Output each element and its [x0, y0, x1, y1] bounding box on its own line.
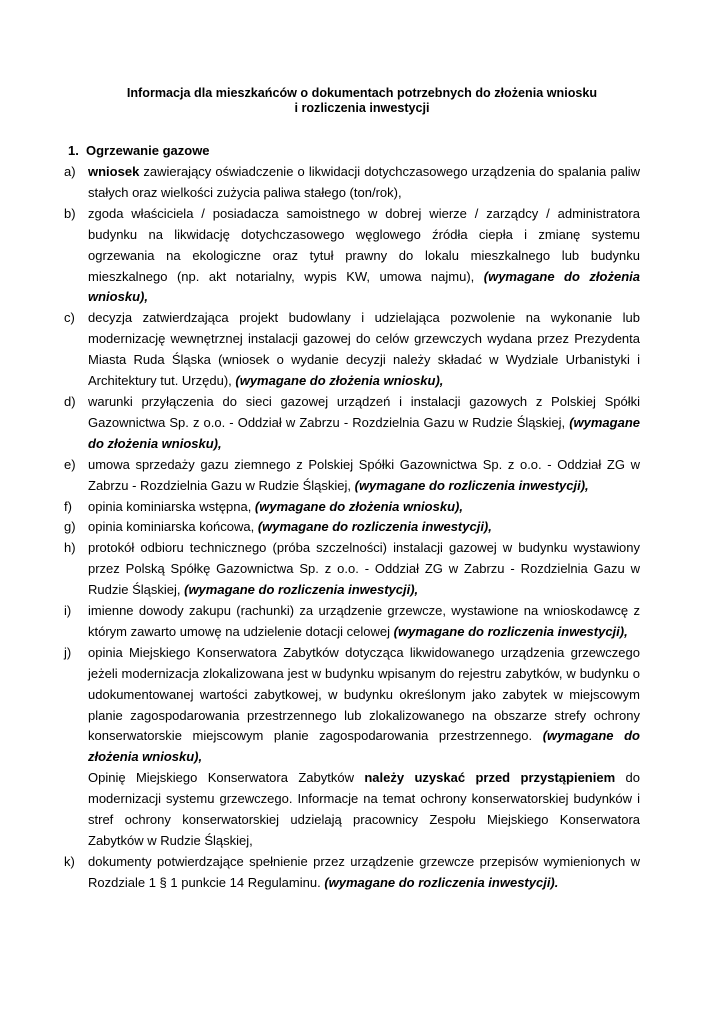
item-label: f): [64, 498, 72, 514]
note-text-after: do modernizacji systemu grzewczego. Informacje na temat ochrony konserwatorskiej budynków i stref ochrony konserwatorskiej udzielają pracownicy Zespołu Miejskiego Konserwatora Zabytków w Rudzie Śląskiej,: [88, 770, 640, 848]
item-text: warunki przyłączenia do sieci gazowej urządzeń i instalacji gazowych z Polskiej Spółki Gazownictwa Sp. z o.o. - Oddział w Zabrzu - Rozdzielnia Gazu w Rudzie Śląskiej,: [88, 393, 640, 430]
item-label: k): [64, 853, 75, 869]
item-requirement: (wymagane do złożenia wniosku),: [88, 268, 640, 305]
item-text: opinia kominiarska wstępna,: [88, 498, 255, 514]
item-label: b): [64, 205, 76, 221]
item-requirement: (wymagane do rozliczenia inwestycji),: [393, 623, 628, 639]
item-requirement: (wymagane do rozliczenia inwestycji),: [257, 519, 492, 535]
item-text: imienne dowody zakupu (rachunki) za urządzenie grzewcze, wystawione na wnioskodawcę z którym zawarto umowę na udzielenie dotacji celowej: [88, 603, 640, 639]
section-heading: [68, 143, 210, 159]
item-requirement: (wymagane do złożenia wniosku),: [88, 414, 640, 451]
item-text: opinia Miejskiego Konserwatora Zabytków dotycząca likwidowanego urządzenia grzewczego jeżeli modernizacja zlokalizowana jest w budynku wpisanym do rejestru zabytków, w budynku o udokumentowanej wartości zabytkowej, w budynku określonym jako zabytek w miejscowym planie zagospodarowania przestrzennego lub zlokalizowanego na obszarze strefy ochrony konserwatorskie miejscowym planie zagospodarowania przestrzennego.: [88, 644, 640, 744]
item-label: g): [64, 519, 76, 535]
list-item-h: [64, 538, 640, 601]
item-text: dokumenty potwierdzające spełnienie przez urządzenie grzewcze przepisów wymienionych w Rozdziale 1 § 1 punkcie 14 Regulaminu.: [88, 853, 640, 890]
requirements-list: [64, 162, 640, 894]
note-text-bold: należy uzyskać przed przystąpieniem: [364, 770, 616, 786]
item-requirement: (wymagane do złożenia wniosku),: [88, 728, 640, 765]
list-item-f: [64, 497, 640, 518]
item-text: protokół odbioru technicznego (próba szczelności) instalacji gazowej w budynku wystawiony przez Polską Spółkę Gazownictwa Sp. z o.o. - Oddział ZG w Zabrzu - Rozdzielnia Gazu w Rudzie Śląskiej,: [88, 540, 640, 598]
item-requirement: (wymagane do złożenia wniosku),: [235, 373, 444, 389]
title-line-2: i rozliczenia inwestycji: [294, 100, 430, 115]
list-item-e: [64, 455, 640, 497]
item-text: zgoda właściciela / posiadacza samoistnego w dobrej wierze / zarządcy / administratora budynku na likwidację dotychczasowego węglowego źródła ciepła i zmianę systemu ogrzewania na ekologiczne oraz tytuł prawny do lokalu mieszkalnego lub budynku mieszkalnego (np. akt notarialny, wypis KW, umowa najmu),: [88, 205, 640, 284]
item-requirement: (wymagane do rozliczenia inwestycji),: [354, 477, 589, 493]
item-label: j): [64, 644, 72, 660]
item-label: a): [64, 164, 76, 179]
title-line-1: Informacja dla mieszkańców o dokumentach potrzebnych do złożenia wniosku: [126, 86, 598, 100]
list-item-a: [64, 162, 640, 204]
item-requirement: (wymagane do złożenia wniosku),: [254, 498, 463, 514]
item-label: e): [64, 456, 76, 472]
item-text: zawierający oświadczenie o likwidacji dotychczasowego urządzenia do spalania paliw stałych oraz wielkości zużycia paliwa stałego (ton/rok),: [88, 164, 640, 200]
item-label: h): [64, 540, 76, 556]
list-item-c: [64, 308, 640, 392]
item-text: umowa sprzedaży gazu ziemnego z Polskiej Spółki Gazownictwa Sp. z o.o. - Oddział ZG w Zabrzu - Rozdzielnia Gazu w Rudzie Śląskiej,: [88, 456, 640, 493]
conservator-note: [64, 768, 640, 852]
section-number: 1.: [68, 143, 79, 158]
item-lead: wniosek: [88, 164, 140, 179]
list-item-j: [64, 643, 640, 768]
item-text: opinia kominiarska końcowa,: [88, 519, 258, 535]
list-item-k: [64, 852, 640, 894]
item-label: d): [64, 393, 76, 409]
document-title: [90, 86, 634, 115]
note-text-before: Opinię Miejskiego Konserwatora Zabytków: [88, 770, 365, 786]
item-text: decyzja zatwierdzająca projekt budowlany i udzielająca pozwolenie na wykonanie lub modernizację wewnętrznej instalacji gazowej do celów grzewczych wydana przez Prezydenta Miasta Ruda Śląska (wniosek o wydanie decyzji należy składać w Wydziale Urbanistyki i Architektury tut. Urzędu),: [88, 310, 640, 389]
list-item-d: [64, 392, 640, 455]
item-requirement: (wymagane do rozliczenia inwestycji),: [184, 582, 419, 598]
list-item-i: [64, 601, 640, 643]
item-requirement: (wymagane do rozliczenia inwestycji).: [324, 874, 559, 890]
item-label: c): [64, 310, 75, 326]
list-item-b: [64, 204, 640, 309]
section-title: Ogrzewanie gazowe: [86, 143, 210, 158]
item-label: i): [64, 603, 72, 619]
list-item-g: [64, 517, 640, 538]
